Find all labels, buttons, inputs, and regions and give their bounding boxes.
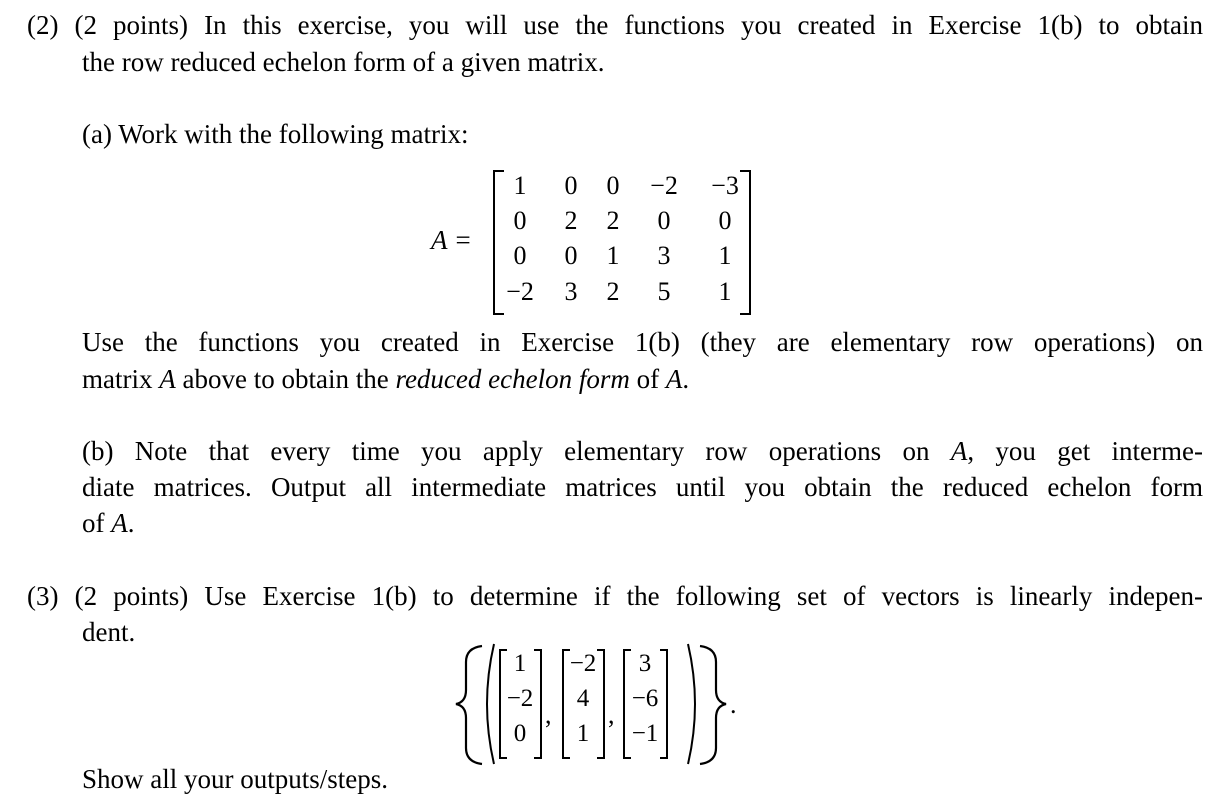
right-paren-icon [688,644,695,764]
matrix-cell: −2 [506,277,534,306]
vector-entry: 3 [638,650,652,677]
part-a-text-line-1: Use the functions you created in Exercise 1(b) (they are elementary row operations) on [82,327,1203,357]
matrix-cell: 0 [657,206,671,235]
matrix-cell: −3 [711,171,739,200]
problem-3-line-2: dent. [82,617,136,647]
matrix-cell: 3 [657,241,671,270]
vector-separator: , [545,700,552,729]
matrix-cell: 2 [606,206,620,235]
left-paren-icon [487,644,494,764]
matrix-cell: 0 [564,241,578,270]
text-run: , you get interme- [967,436,1203,466]
vector-entry: 1 [576,720,590,747]
matrix-cell: 5 [657,277,671,306]
vector-entry: −6 [631,685,659,712]
part-a-intro: (a) Work with the following matrix: [82,119,469,149]
vector-entry: 0 [513,720,527,747]
vector-entry: −2 [569,650,597,677]
problem-3-line-1: (3) (2 points) Use Exercise 1(b) to determine if the following set of vectors is linearly indepen- [27,581,1203,611]
left-brace-icon [456,646,482,764]
matrix-cell: 0 [513,206,527,235]
vector-entry: −1 [631,720,659,747]
matrix-cell: 0 [513,241,527,270]
text-run: above to obtain the [175,364,396,394]
matrix-cell: 0 [606,171,620,200]
matrix-cell: 0 [718,206,732,235]
vector-entry: 1 [513,650,527,677]
var-a: A [665,364,683,394]
matrix-cell: 2 [606,277,620,306]
vector-entry: −2 [506,685,534,712]
text-run: of [629,364,666,394]
right-brace-icon [700,646,726,764]
text-run: . [682,364,690,394]
var-a: A [111,508,128,538]
var-a: A [159,364,176,394]
text-run: of [82,508,112,538]
matrix-cell: 1 [718,277,732,306]
matrix-a-label-text: A = [431,225,472,255]
matrix-cell: 1 [513,171,527,200]
text-run: (b) Note that every time you apply elementary row operations on [82,436,951,466]
closing-instruction: Show all your outputs/steps. [82,764,389,794]
text-run: matrix [82,364,160,394]
part-b-line-2: diate matrices. Output all intermediate matrices until you obtain the reduced echelon form [82,472,1203,502]
matrix-cell: 1 [718,241,732,270]
vector-entry: 4 [576,685,590,712]
vector-separator: , [608,700,615,729]
matrix-cell: −2 [650,171,678,200]
var-a: A [950,436,968,466]
vector-set-period: . [730,690,737,719]
problem-2-line-1: (2) (2 points) In this exercise, you will use the functions you created in Exercise 1(b) to obtain [27,10,1203,40]
emphasis-reduced-echelon-form: reduced echelon form [395,364,630,394]
matrix-cell: 3 [564,277,578,306]
text-run: . [127,508,135,538]
problem-2-line-2: the row reduced echelon form of a given matrix. [82,47,605,77]
matrix-cell: 0 [564,171,578,200]
matrix-cell: 2 [564,206,578,235]
matrix-cell: 1 [606,241,620,270]
